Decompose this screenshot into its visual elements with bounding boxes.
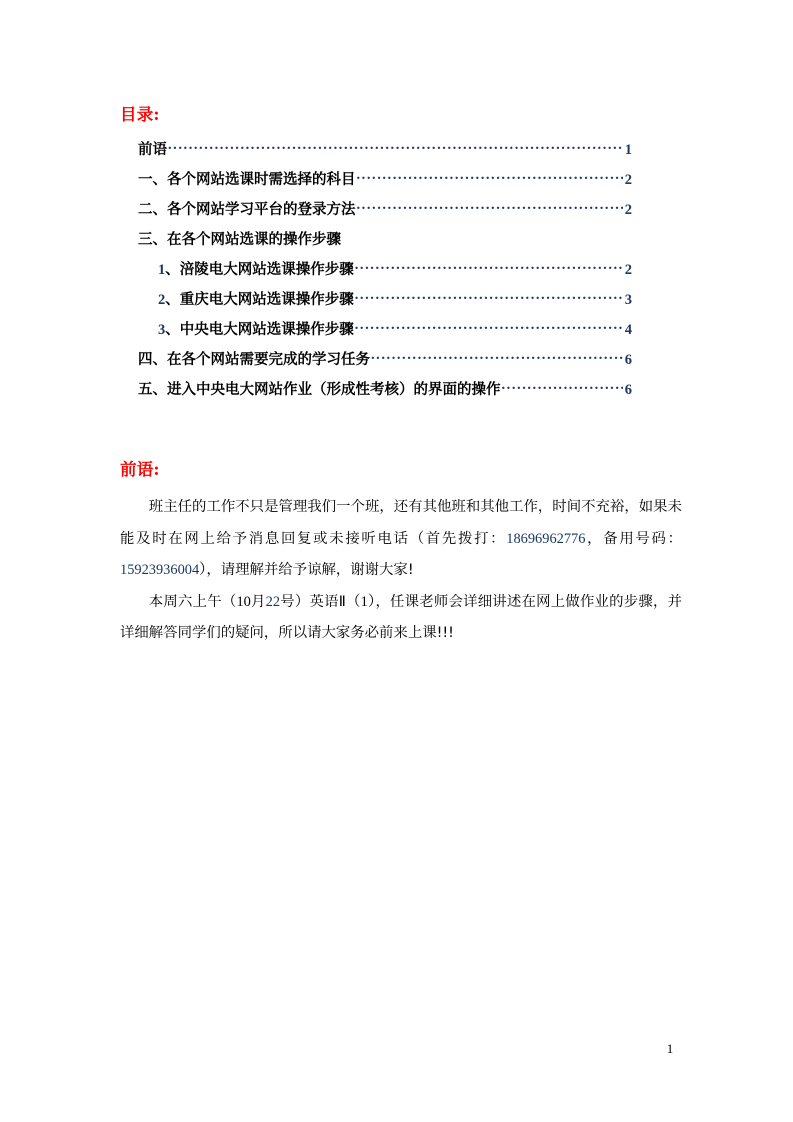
toc-entry-page: 3 <box>624 292 632 308</box>
toc-entry[interactable] <box>138 198 632 228</box>
date-month-value: 10 <box>236 593 251 610</box>
phone-primary: 18696962776 <box>506 530 586 547</box>
toc-entry[interactable] <box>138 138 632 168</box>
toc-entry-label: 、涪陵电大网站选课操作步骤 <box>165 261 354 278</box>
date-day-value: 22 <box>265 593 281 610</box>
toc-entry[interactable] <box>138 168 632 198</box>
preface-p2-text-2: 月 <box>250 593 266 610</box>
toc-dot-leader <box>357 170 624 185</box>
toc-entry[interactable] <box>138 288 632 318</box>
toc-entry-label: 三、在各个网站选课的操作步骤 <box>138 231 341 248</box>
toc-dot-leader <box>355 260 623 275</box>
table-of-contents <box>138 138 632 408</box>
toc-entry-label: 四、在各个网站需要完成的学习任务 <box>138 351 370 368</box>
toc-entry-page: 4 <box>624 322 632 338</box>
table-of-contents-heading: 目录: <box>120 105 160 124</box>
preface-p2-text-3: 号）英语Ⅱ（ <box>280 593 361 610</box>
toc-entry[interactable] <box>138 378 632 408</box>
toc-entry-number: 3 <box>158 322 166 338</box>
toc-entry-label: 二、各个网站学习平台的登录方法 <box>138 201 356 218</box>
preface-p2-text-4: ），任课老师会详细讲述在网上做作业的步骤，并详细解答同学们的疑问，所以请大家务必前来上课!!! <box>120 593 682 641</box>
toc-entry-page: 1 <box>624 142 632 158</box>
toc-entry-label: 、中央电大网站选课操作步骤 <box>165 321 354 338</box>
toc-dot-leader <box>357 200 624 215</box>
toc-entry-label: 、重庆电大网站选课操作步骤 <box>165 291 354 308</box>
footer-page-number: 1 <box>666 1041 674 1056</box>
preface-p1-text-3: ），请理解并给予谅解，谢谢大家! <box>199 562 414 578</box>
toc-dot-leader <box>502 380 624 395</box>
toc-entry-page: 2 <box>624 172 632 188</box>
preface-body <box>120 492 682 650</box>
toc-entry-number: 2 <box>158 292 166 308</box>
toc-entry-label: 前语 <box>138 141 167 158</box>
preface-heading: 前语: <box>120 460 160 479</box>
toc-entry[interactable] <box>138 228 632 258</box>
class-number-value: 1 <box>360 593 368 610</box>
toc-entry-page: 2 <box>624 262 632 278</box>
toc-entry-number: 1 <box>158 262 166 278</box>
toc-dot-leader <box>355 320 623 335</box>
toc-entry-page: 6 <box>624 382 632 398</box>
toc-entry-page: 6 <box>624 352 632 368</box>
toc-dot-leader <box>342 230 623 245</box>
toc-dot-leader <box>371 350 623 365</box>
toc-entry-page: 2 <box>624 202 632 218</box>
toc-entry[interactable] <box>138 318 632 348</box>
preface-paragraph-2 <box>120 587 682 650</box>
phone-backup: 15923936004 <box>120 562 200 578</box>
preface-p2-text-1: 本周六上午（ <box>148 593 237 610</box>
toc-entry-label: 一、各个网站选课时需选择的科目 <box>138 171 356 188</box>
toc-dot-leader <box>168 140 623 155</box>
toc-dot-leader <box>355 290 623 305</box>
toc-entry[interactable] <box>138 348 632 378</box>
preface-paragraph-1 <box>120 492 682 587</box>
toc-entry-label: 五、进入中央电大网站作业（形成性考核）的界面的操作 <box>138 381 501 398</box>
toc-entry[interactable] <box>138 258 632 288</box>
preface-p1-text-2: ，备用号码： <box>585 530 682 547</box>
preface-p1-text-1: 班主任的工作不只是管理我们一个班，还有其他班和其他工作，时间不充裕，如果未能及时在网上给予消息回复或未接听电话（首先拨打： <box>120 499 682 547</box>
